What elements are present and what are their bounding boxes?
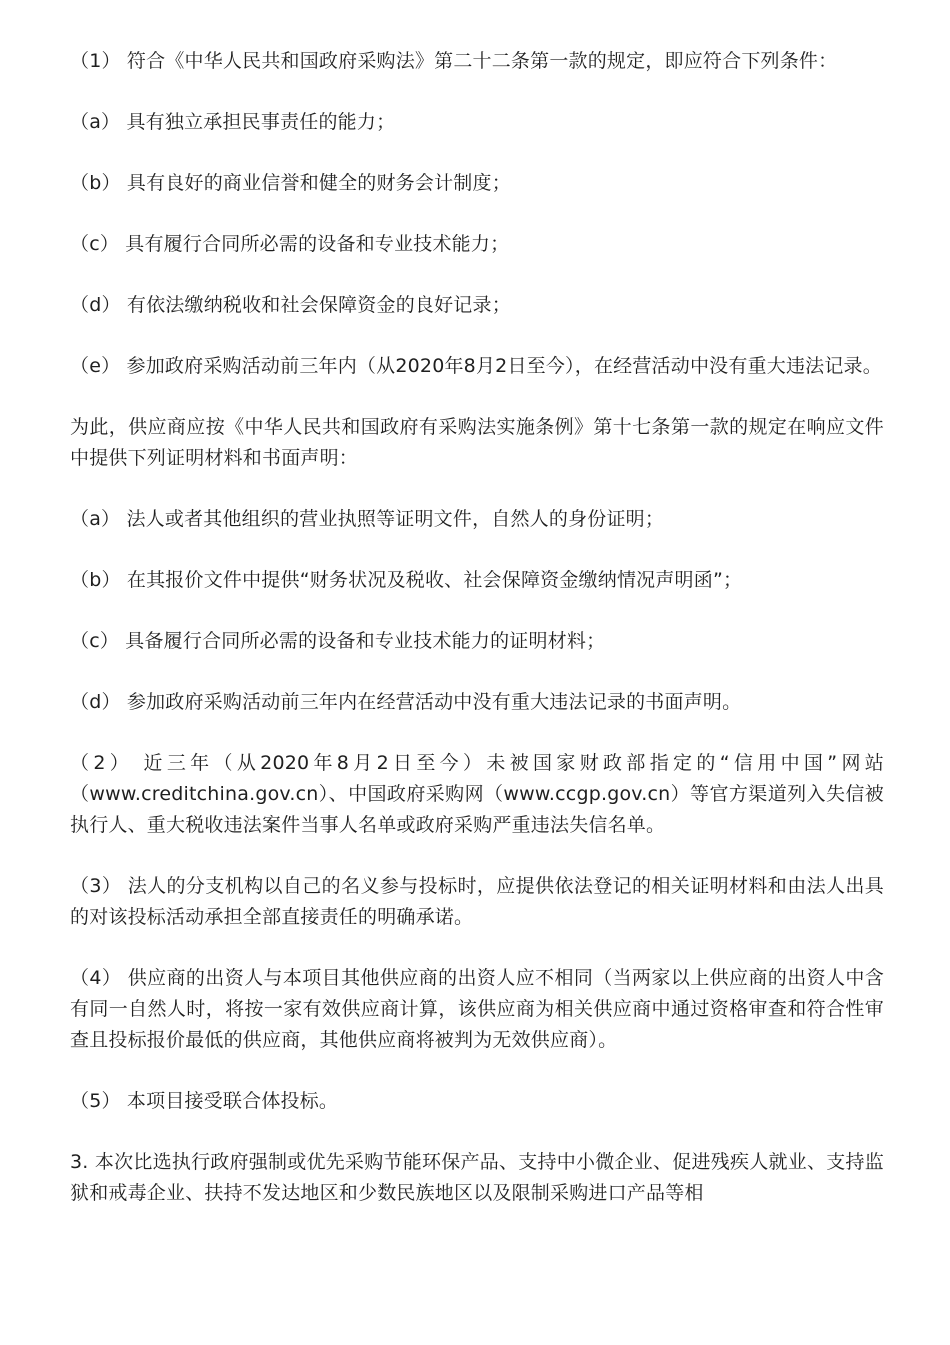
paragraph-qualification-3: （3） 法人的分支机构以自己的名义参与投标时，应提供依法登记的相关证明材料和由法人出具的对该投标活动承担全部直接责任的明确承诺。 bbox=[70, 875, 884, 928]
paragraph-qualification-5: （5） 本项目接受联合体投标。 bbox=[70, 1090, 339, 1112]
paragraph-material-b: （b） 在其报价文件中提供“财务状况及税收、社会保障资金缴纳情况声明函”； bbox=[70, 569, 743, 591]
paragraph-material-d: （d） 参加政府采购活动前三年内在经营活动中没有重大违法记录的书面声明。 bbox=[70, 691, 742, 713]
paragraph-qualification-2: （2） 近三年（从2020年8月2日至今）未被国家财政部指定的“信用中国”网站（www.creditchina.gov.cn）、中国政府采购网（www.ccgp.gov.cn）等官方渠道列入失信被执行人、重大税收违法案件当事人名单或政府采购严重违法失信名单。 bbox=[70, 752, 884, 836]
paragraph-condition-e: （e） 参加政府采购活动前三年内（从2020年8月2日至今），在经营活动中没有重大违法记录。 bbox=[70, 355, 882, 377]
paragraph-section-3: 3. 本次比选执行政府强制或优先采购节能环保产品、支持中小微企业、促进残疾人就业、支持监狱和戒毒企业、扶持不发达地区和少数民族地区以及限制采购进口产品等相 bbox=[70, 1151, 884, 1204]
paragraph-condition-b: （b） 具有良好的商业信誉和健全的财务会计制度； bbox=[70, 172, 511, 194]
paragraph-material-c: （c） 具备履行合同所必需的设备和专业技术能力的证明材料； bbox=[70, 630, 606, 652]
paragraph-material-a: （a） 法人或者其他组织的营业执照等证明文件，自然人的身份证明； bbox=[70, 508, 665, 530]
paragraph-condition-d: （d） 有依法缴纳税收和社会保障资金的良好记录； bbox=[70, 294, 511, 316]
paragraph-qualification-4: （4） 供应商的出资人与本项目其他供应商的出资人应不相同（当两家以上供应商的出资人中含有同一自然人时，将按一家有效供应商计算，该供应商为相关供应商中通过资格审查和符合性审查且投标报价最低的供应商，其他供应商将被判为无效供应商）。 bbox=[70, 967, 884, 1051]
paragraph-condition-c: （c） 具有履行合同所必需的设备和专业技术能力； bbox=[70, 233, 510, 255]
paragraph-condition-a: （a） 具有独立承担民事责任的能力； bbox=[70, 111, 396, 133]
paragraph-materials-intro: 为此，供应商应按《中华人民共和国政府有采购法实施条例》第十七条第一款的规定在响应文件中提供下列证明材料和书面声明： bbox=[70, 416, 884, 469]
paragraph-qualification-1: （1） 符合《中华人民共和国政府采购法》第二十二条第一款的规定，即应符合下列条件： bbox=[70, 50, 838, 72]
